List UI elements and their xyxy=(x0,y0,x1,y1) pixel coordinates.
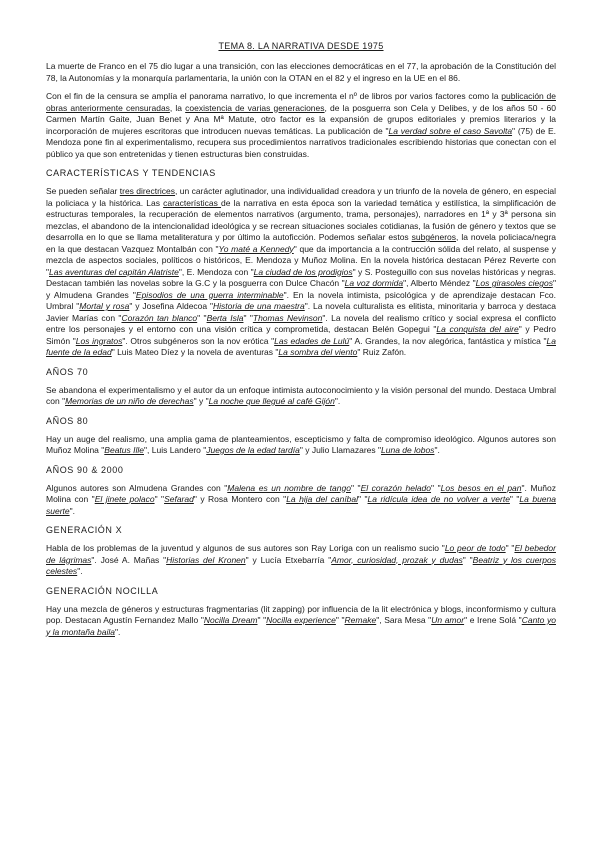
text-run: " y Josefina Aldecoa " xyxy=(129,301,214,311)
section-heading-anos90: AÑOS 90 & 2000 xyxy=(46,464,124,475)
book-title: Los besos en el pan xyxy=(440,482,522,493)
text-run: " " xyxy=(257,615,267,625)
text-run: " " xyxy=(243,312,253,323)
book-title: Berta Isla xyxy=(206,312,244,323)
book-title: Sefarad xyxy=(164,494,194,504)
text-run: Hay una mezcla de géneros y estructuras fragmentarias (lit zapping) por influencia de la lit electrónica y blogs, inconformismo y cultura pop. Destacan Agustín Fernandez Mallo " xyxy=(46,603,556,625)
book-title: Memorias de un niño de derechas xyxy=(65,396,194,406)
book-title: La voz dormida xyxy=(344,278,404,288)
section-heading-anos80: AÑOS 80 xyxy=(46,415,89,426)
text-run: Hay un auge del realismo, una amplia gama de planteamientos, escepticismo y falta de compromiso ideológico. Algunos autores son Muñoz Molina " xyxy=(46,433,556,455)
book-title: La ciudad de los prodigios xyxy=(253,266,353,277)
underlined-phrase: características xyxy=(163,197,222,208)
text-run: " " xyxy=(431,482,441,493)
text-run: ". La novela del realismo crítico y social expresa el conflicto entre los personajes y el entorno con una visión crítica y comprometida, destacan Belén Gopegui " xyxy=(46,312,556,334)
text-run: , la novela policiaca/negra en la que destacan Vazquez Montalbán con " xyxy=(46,232,556,254)
text-run: " Ruiz Zafón. xyxy=(357,347,407,357)
book-title: Historias del Kronen xyxy=(166,554,246,565)
text-run: ". En la novela intimista, psicológica y de aprendizaje destacan Fco. Umbral " xyxy=(46,289,557,311)
book-title: Juegos de la edad tardía xyxy=(206,445,300,455)
text-run: " y S. Posteguillo con sus novelas históricas y negras. Destacan también las novelas sobre la G.C y la posguerra con Dulce Chacón " xyxy=(46,266,556,288)
book-title: La buena suerte xyxy=(46,494,556,516)
section-paragraph-anos70 xyxy=(46,385,556,408)
text-run: ". José A. Mañas " xyxy=(91,554,167,565)
text-run: " " xyxy=(335,615,345,625)
text-run: , de la posguerra son Cela y Delibes, y de los años 50 - 60 Carmen Martín Gaite, Juan Benet y Ana Mª Matute, otro factor es la expansión de grupos editoriales y premios literarios y la incorporación de mujeres escritoras que introducen nuevas temáticas. La publicación de " xyxy=(46,102,557,136)
text-run: ". xyxy=(434,445,440,455)
book-title: Yo maté a Kennedy xyxy=(218,243,294,254)
book-title: Historia de una maestra xyxy=(213,301,305,311)
book-title: La sombra del viento xyxy=(278,347,358,357)
text-run: " " xyxy=(358,494,368,504)
section-heading-nocilla: GENERACIÓN NOCILLA xyxy=(46,585,159,596)
text-run: ", E. Mendoza con " xyxy=(178,266,254,277)
text-run: , la xyxy=(169,102,186,113)
text-run: , un carácter aglutinador, una individualidad creadora y un triunfo de la novela de género, en especial la policiaca y la histórica. Las xyxy=(46,186,557,208)
book-title: El corazón helado xyxy=(360,482,432,493)
book-title: Canto yo y la montaña baila xyxy=(46,615,556,637)
book-title: La hija del caníbal xyxy=(286,494,359,504)
book-title: La verdad sobre el caso Savolta xyxy=(388,125,513,136)
section-paragraph-nocilla xyxy=(46,604,556,639)
section-heading-caracteristicas: CARACTERÍSTICAS Y TENDENCIAS xyxy=(46,168,216,178)
book-title: Luna de lobos xyxy=(381,445,435,455)
text-run: ". xyxy=(69,505,76,516)
book-title: La conquista del aire xyxy=(436,324,519,334)
section-heading-anos70: AÑOS 70 xyxy=(46,366,89,377)
text-run: " y Pedro Simón " xyxy=(46,324,556,346)
text-run: " Luis Mateo Díez y la novela de aventuras " xyxy=(111,347,279,357)
text-run: " " xyxy=(197,312,207,323)
book-title: Nocilla experience xyxy=(266,615,336,625)
section-heading-generacion-x: GENERACIÓN X xyxy=(46,525,123,535)
text-run: ". Muñoz Molina con " xyxy=(46,482,556,504)
text-run: " (75) de E. Mendoza pone fin al experimentalismo, recupera sus procedimientos narrativos tradicionales escribiendo historias que conectan con el público ya que son entretenidas y tienen estructuras bien construidas. xyxy=(46,125,556,159)
underlined-phrase: coexistencia de varias generaciones xyxy=(185,102,325,113)
book-title: Los girasoles ciegos xyxy=(475,278,553,288)
text-run: Se abandona el experimentalismo y el autor da un enfoque intimista autoconocimiento y la visión personal del mundo. Destaca Umbral con " xyxy=(46,384,556,406)
text-run: ". La novela culturalista es elitista, minoritaria y barroca y destaca Javier Marías con " xyxy=(46,301,557,323)
text-run: " " xyxy=(350,482,361,493)
document-body xyxy=(46,40,556,645)
text-run: " y Lucía Etxebarría " xyxy=(245,554,332,565)
book-title: La noche que llegué al café Gijón xyxy=(208,396,335,406)
text-run: ". xyxy=(115,626,121,637)
section-paragraph-anos90 xyxy=(46,483,556,518)
book-title: Remake xyxy=(344,615,377,625)
text-run: ". xyxy=(77,566,83,576)
text-run: " " xyxy=(154,494,165,504)
section-paragraph-caracteristicas xyxy=(46,186,556,359)
book-title: El jinete polaco xyxy=(94,494,155,504)
text-run: Algunos autores son Almudena Grandes con " xyxy=(46,482,228,493)
text-run: Con el fin de la censura se amplía el panorama narrativo, lo que incrementa el nº de libros por varios factores como la xyxy=(46,91,502,101)
book-title: Lo peor de todo xyxy=(444,543,506,553)
book-title: Nocilla Dream xyxy=(203,615,258,625)
underlined-phrase: subgéneros xyxy=(411,232,457,242)
text-run: " " xyxy=(462,554,473,565)
book-title: El bebedor de lágrimas xyxy=(46,543,556,565)
text-run: ". xyxy=(334,396,341,406)
book-title: Los ingratos xyxy=(75,335,123,346)
text-run: Habla de los problemas de la juventud y algunos de sus autores son Ray Loriga con un realismo sucio " xyxy=(46,543,445,553)
text-run: " e Irene Solá " xyxy=(464,615,522,625)
text-run: ", Sara Mesa " xyxy=(376,615,432,625)
text-run: de la narrativa en esta época son la variedad temática y estilística, la simplificación de estructuras temporales, la recuperación de elementos narrativos (argumento, trama, personajes), narradores en 1ª y 3ª persona sin mezclas, el abandono de la intencionalidad ideológica y se recrean situaciones sociales cotidianas, la fusión de género y textos que se desarrolla en lo que se llama metaliteratura y por último la autoficción. Podemos señalar estos xyxy=(46,197,556,242)
underlined-phrase: tres directrices xyxy=(119,186,176,196)
book-title: Corazón tan blanco xyxy=(121,312,198,323)
text-run: " y Julio Llamazares " xyxy=(299,445,382,455)
book-title: La fuente de la edad xyxy=(46,335,556,357)
text-run: ", Luis Landero " xyxy=(144,445,207,455)
book-title: Episodios de una guerra interminable xyxy=(135,289,284,300)
book-title: Mortal y rosa xyxy=(79,301,130,311)
text-run: " A. Grandes, la nov alegórica, fantástica y mística " xyxy=(349,335,547,346)
text-run: " y Almudena Grandes " xyxy=(46,278,556,300)
text-run: " que da importancia a la contrucción sólida del relato, al suspense y mezcla de aspectos sociales, políticos o históricos, E. Mendoza y Muñoz Molina. En la novela histórica destacan Pérez Reverte con " xyxy=(46,243,556,277)
section-paragraph-anos80 xyxy=(46,434,556,457)
book-title: La ridícula idea de no volver a verte xyxy=(367,494,510,504)
book-title: Beatus Ille xyxy=(104,445,144,455)
text-run: ", Alberto Méndez " xyxy=(403,278,476,288)
book-title: Las edades de Lulú xyxy=(274,335,350,346)
text-run: ". Otros subgéneros son la nov erótica " xyxy=(122,335,275,346)
text-run: " y " xyxy=(193,396,209,406)
book-title: Las aventuras del capitán Alatriste xyxy=(49,266,179,277)
book-title: Malena es un nombre de tango xyxy=(227,482,351,493)
section-paragraph-generacion-x xyxy=(46,543,556,578)
book-title: Amor, curiosidad, prozak y dudas xyxy=(331,554,463,565)
book-title: Thomas Nevinson xyxy=(252,312,323,323)
page-title: TEMA 8. LA NARRATIVA DESDE 1975 xyxy=(218,41,384,51)
intro-paragraph: La muerte de Franco en el 75 dio lugar a una transición, con las elecciones democráticas en el 77, la aprobación de la Constitución del 78, la Autonomías y la monarquía parlamentaria, la unión con la OTAN en el 82 y el ingreso en la UE en el 86. xyxy=(46,61,556,83)
censorship-paragraph xyxy=(46,91,556,160)
text-run: " " xyxy=(509,494,520,504)
book-title: Un amor xyxy=(431,615,465,625)
underlined-phrase: publicación de obras anteriormente censuradas xyxy=(46,91,556,113)
text-run: " " xyxy=(505,543,515,553)
text-run: Se pueden señalar xyxy=(46,186,120,196)
book-title: Beatriz y los cuerpos celestes xyxy=(46,554,556,576)
text-run: " y Rosa Montero con " xyxy=(193,494,287,504)
